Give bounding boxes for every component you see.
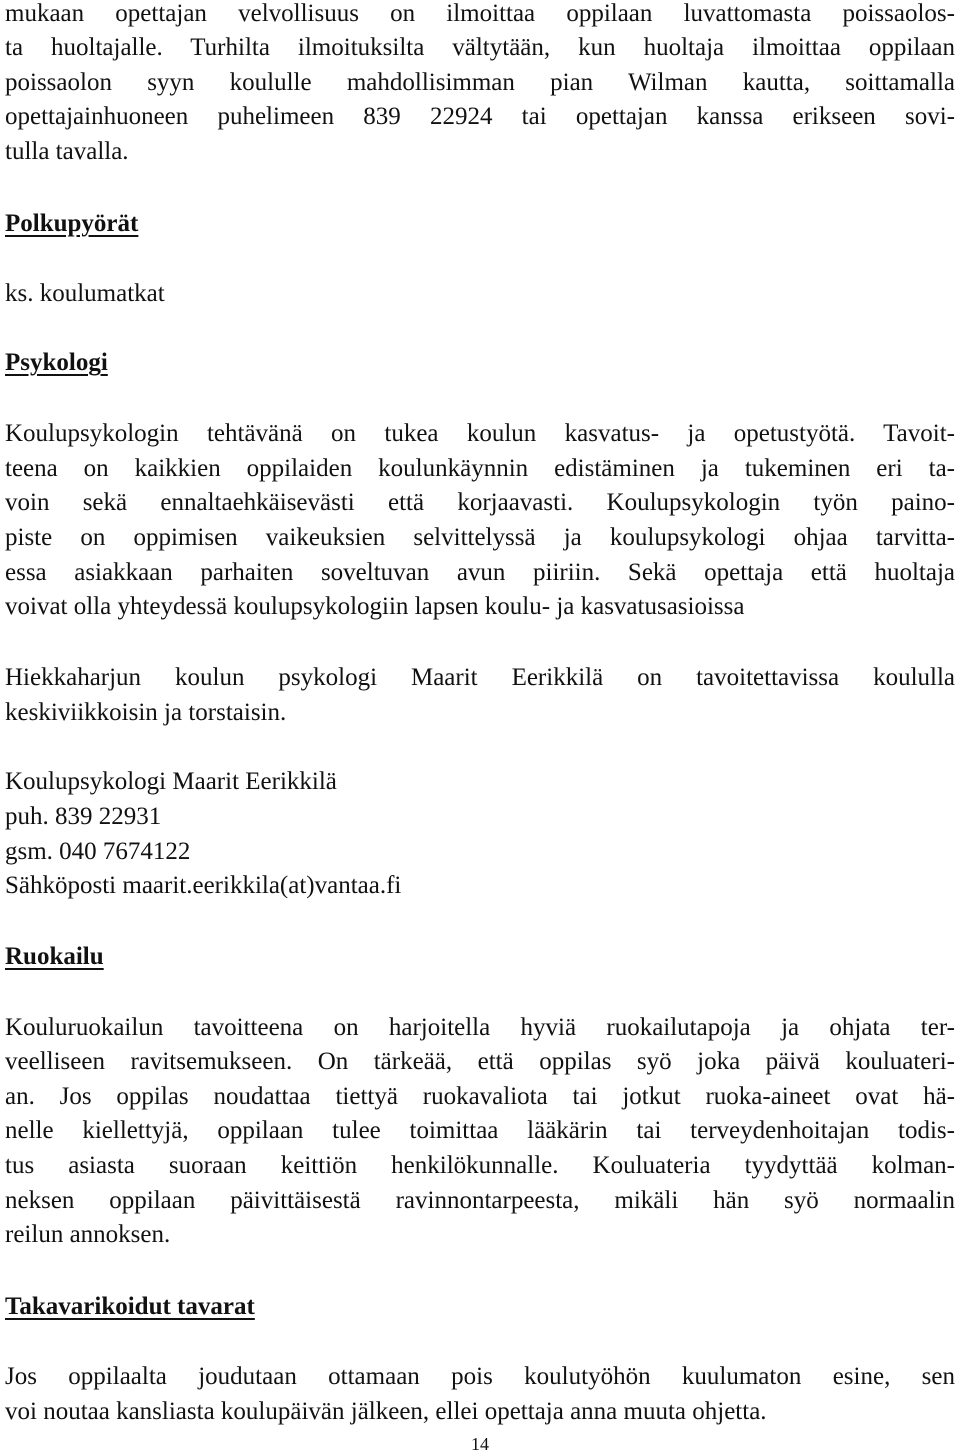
psychologist-p1-line-3: voin sekä ennaltaehkäisevästi että korjaavasti. Koulupsykologin työn paino- <box>5 489 955 516</box>
bicycles-text: ks. koulumatkat <box>5 280 165 307</box>
psychologist-p1-line-4: piste on oppimisen vaikeuksien selvittelyssä ja koulupsykologi ohjaa tarvitta- <box>5 524 955 551</box>
psychologist-p1-line-5: essa asiakkaan parhaiten soveltuvan avun piiriin. Sekä opettaja että huoltaja <box>5 559 955 586</box>
intro-line-5: tulla tavalla. <box>5 138 129 165</box>
meals-line-6: neksen oppilaan päivittäisestä ravinnontarpeesta, mikäli hän syö normaalin <box>5 1187 955 1214</box>
intro-line-4: opettajainhuoneen puhelimeen 839 22924 tai opettajan kanssa erikseen sovi- <box>5 103 955 130</box>
meals-line-3: an. Jos oppilas noudattaa tiettyä ruokavaliota tai jotkut ruoka-aineet ovat hä- <box>5 1083 955 1110</box>
psychologist-contact-mobile: gsm. 040 7674122 <box>5 838 191 865</box>
meals-heading: Ruokailu <box>5 943 104 970</box>
confiscated-heading: Takavarikoidut tavarat <box>5 1293 255 1320</box>
psychologist-heading: Psykologi <box>5 349 108 376</box>
page-number: 14 <box>471 1434 489 1454</box>
psychologist-contact-phone: puh. 839 22931 <box>5 803 162 830</box>
psychologist-p2-line-2: keskiviikkoisin ja torstaisin. <box>5 699 287 726</box>
psychologist-contact-name: Koulupsykologi Maarit Eerikkilä <box>5 768 337 795</box>
psychologist-p2-line-1: Hiekkaharjun koulun psykologi Maarit Eerikkilä on tavoitettavissa koululla <box>5 664 955 691</box>
intro-line-3: poissaolon syyn koululle mahdollisimman pian Wilman kautta, soittamalla <box>5 69 955 96</box>
meals-line-7: reilun annoksen. <box>5 1221 171 1248</box>
meals-line-5: tus asiasta suoraan keittiön henkilökunnalle. Kouluateria tyydyttää kolman- <box>5 1152 955 1179</box>
meals-line-2: veelliseen ravitsemukseen. On tärkeää, että oppilas syö joka päivä kouluateri- <box>5 1048 955 1075</box>
psychologist-p1-line-2: teena on kaikkien oppilaiden koulunkäynnin edistäminen ja tukeminen eri ta- <box>5 455 955 482</box>
meals-line-1: Kouluruokailun tavoitteena on harjoitella hyviä ruokailutapoja ja ohjata ter- <box>5 1014 955 1041</box>
psychologist-p1-line-6: voivat olla yhteydessä koulupsykologiin lapsen koulu- ja kasvatusasioissa <box>5 593 745 620</box>
intro-line-1: mukaan opettajan velvollisuus on ilmoittaa oppilaan luvattomasta poissaolos- <box>5 0 955 27</box>
bicycles-heading: Polkupyörät <box>5 210 139 237</box>
psychologist-contact-email: Sähköposti maarit.eerikkila(at)vantaa.fi <box>5 872 402 899</box>
meals-line-4: nelle kiellettyjä, oppilaan tulee toimittaa lääkärin tai terveydenhoitajan todis- <box>5 1117 955 1144</box>
psychologist-p1-line-1: Koulupsykologin tehtävänä on tukea koulun kasvatus- ja opetustyötä. Tavoit- <box>5 420 955 447</box>
confiscated-line-2: voi noutaa kansliasta koulupäivän jälkeen, ellei opettaja anna muuta ohjetta. <box>5 1398 767 1425</box>
confiscated-line-1: Jos oppilaalta joudutaan ottamaan pois koulutyöhön kuulumaton esine, sen <box>5 1363 955 1390</box>
intro-line-2: ta huoltajalle. Turhilta ilmoituksilta vältytään, kun huoltaja ilmoittaa oppilaan <box>5 34 955 61</box>
